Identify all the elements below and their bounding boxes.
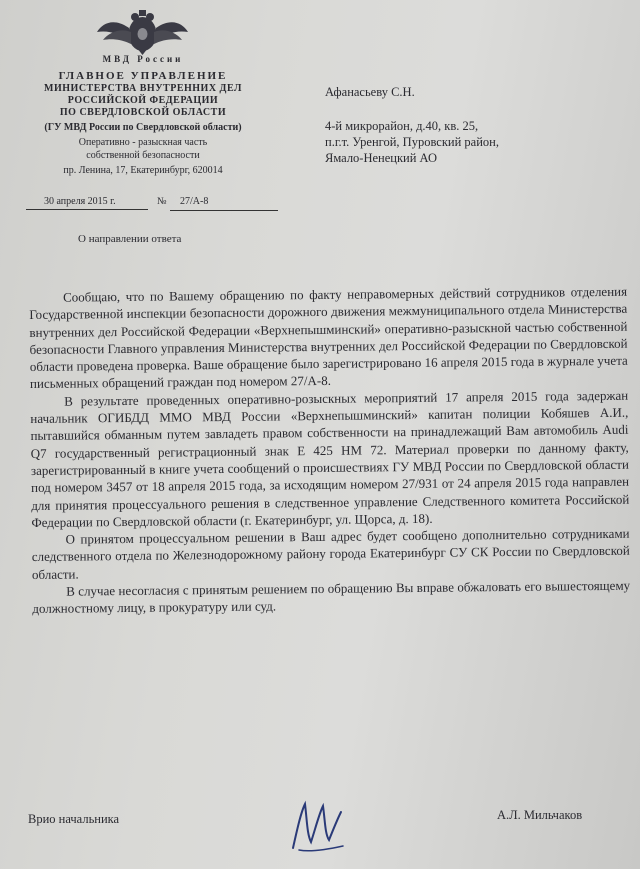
org-line-1: ГЛАВНОЕ УПРАВЛЕНИЕ <box>58 70 228 82</box>
signer-role: Врио начальника <box>28 812 120 826</box>
handwritten-signature-icon <box>285 790 355 860</box>
letter-body <box>29 283 630 618</box>
recipient-address-line-2: п.г.т. Уренгой, Пуровский район, <box>325 135 499 149</box>
org-line-3: РОССИЙСКОЙ ФЕДЕРАЦИИ <box>67 95 219 106</box>
body-paragraph-2: В результате проведенных оперативно-розыскных мероприятий 17 апреля 2015 года задержан начальник ОГИБДД ММО МВД России «Верхнепышминский» капитан полиции Кобяшев А.И., пытавшийся обманным путем завладеть правом собственности на принадлежащий Вам автомобиль Audi Q7 государственный регистрационный знак Е 425 НМ 72. Материал проверки по данному факту, зарегистрированный в книге учета сообщений о происшествиях ГУ МВД России по Свердловской области под номером 3457 от 18 апреля 2015 года, за исходящим номером 27/931 от 24 апреля 2015 года направлен для принятия процессуального решения в следственное управление Следственного комитета Российской Федерации по Свердловской области (г. Екатеринбург, ул. Щорса, д. 18). <box>30 387 630 530</box>
double-headed-eagle-emblem-icon <box>95 8 190 56</box>
recipient-address-line-1: 4-й микрорайон, д.40, кв. 25, <box>325 119 479 133</box>
recipient-name: Афанасьеву С.Н. <box>325 85 415 99</box>
letter-subject: О направлении ответа <box>78 233 182 245</box>
date-underline <box>26 209 148 210</box>
org-line-2: МИНИСТЕРСТВА ВНУТРЕННИХ ДЕЛ <box>44 83 242 94</box>
body-paragraph-4: В случае несогласия с принятым решением по обращению Вы вправе обжаловать его вышестоящему должностному лицу, в прокуратуру или суд. <box>32 577 631 617</box>
org-address: пр. Ленина, 17, Екатеринбург, 620014 <box>63 165 223 176</box>
number-label: № <box>157 196 167 207</box>
org-line-5: (ГУ МВД России по Свердловской области) <box>44 122 242 133</box>
number-underline <box>170 210 278 211</box>
org-line-7: собственной безопасности <box>86 150 200 161</box>
body-paragraph-1: Сообщаю, что по Вашему обращению по факту неправомерных действий сотрудников отделения Государственной инспекции безопасности дорожного движения межмуниципального отдела Министерства внутренних дел Российской Федерации «Верхнепышминский» оперативно-разыскной частью собственной безопасности Главного управления Министерства внутренних дел Российской Федерации по Свердловской области проведена проверка. Ваше обращение было зарегистрировано 16 апреля 2015 года в журнале учета письменных обращений граждан под номером 27/А-8. <box>29 283 628 392</box>
body-paragraph-3: О принятом процессуальном решении в Ваш адрес будет сообщено дополнительно сотрудниками следственного отдела по Железнодорожному району города Екатеринбург СУ СК России по Свердловской области. <box>31 525 630 582</box>
org-line-6: Оперативно - разыскная часть <box>78 137 208 148</box>
org-line-4: ПО СВЕРДЛОВСКОЙ ОБЛАСТИ <box>59 107 227 118</box>
letter-number: 27/А-8 <box>180 196 209 207</box>
signer-name: А.Л. Мильчаков <box>497 808 583 822</box>
letter-date: 30 апреля 2015 г. <box>44 196 116 207</box>
ministry-short-name: МВД России <box>102 54 184 64</box>
recipient-address-line-3: Ямало-Ненецкий АО <box>325 151 437 165</box>
